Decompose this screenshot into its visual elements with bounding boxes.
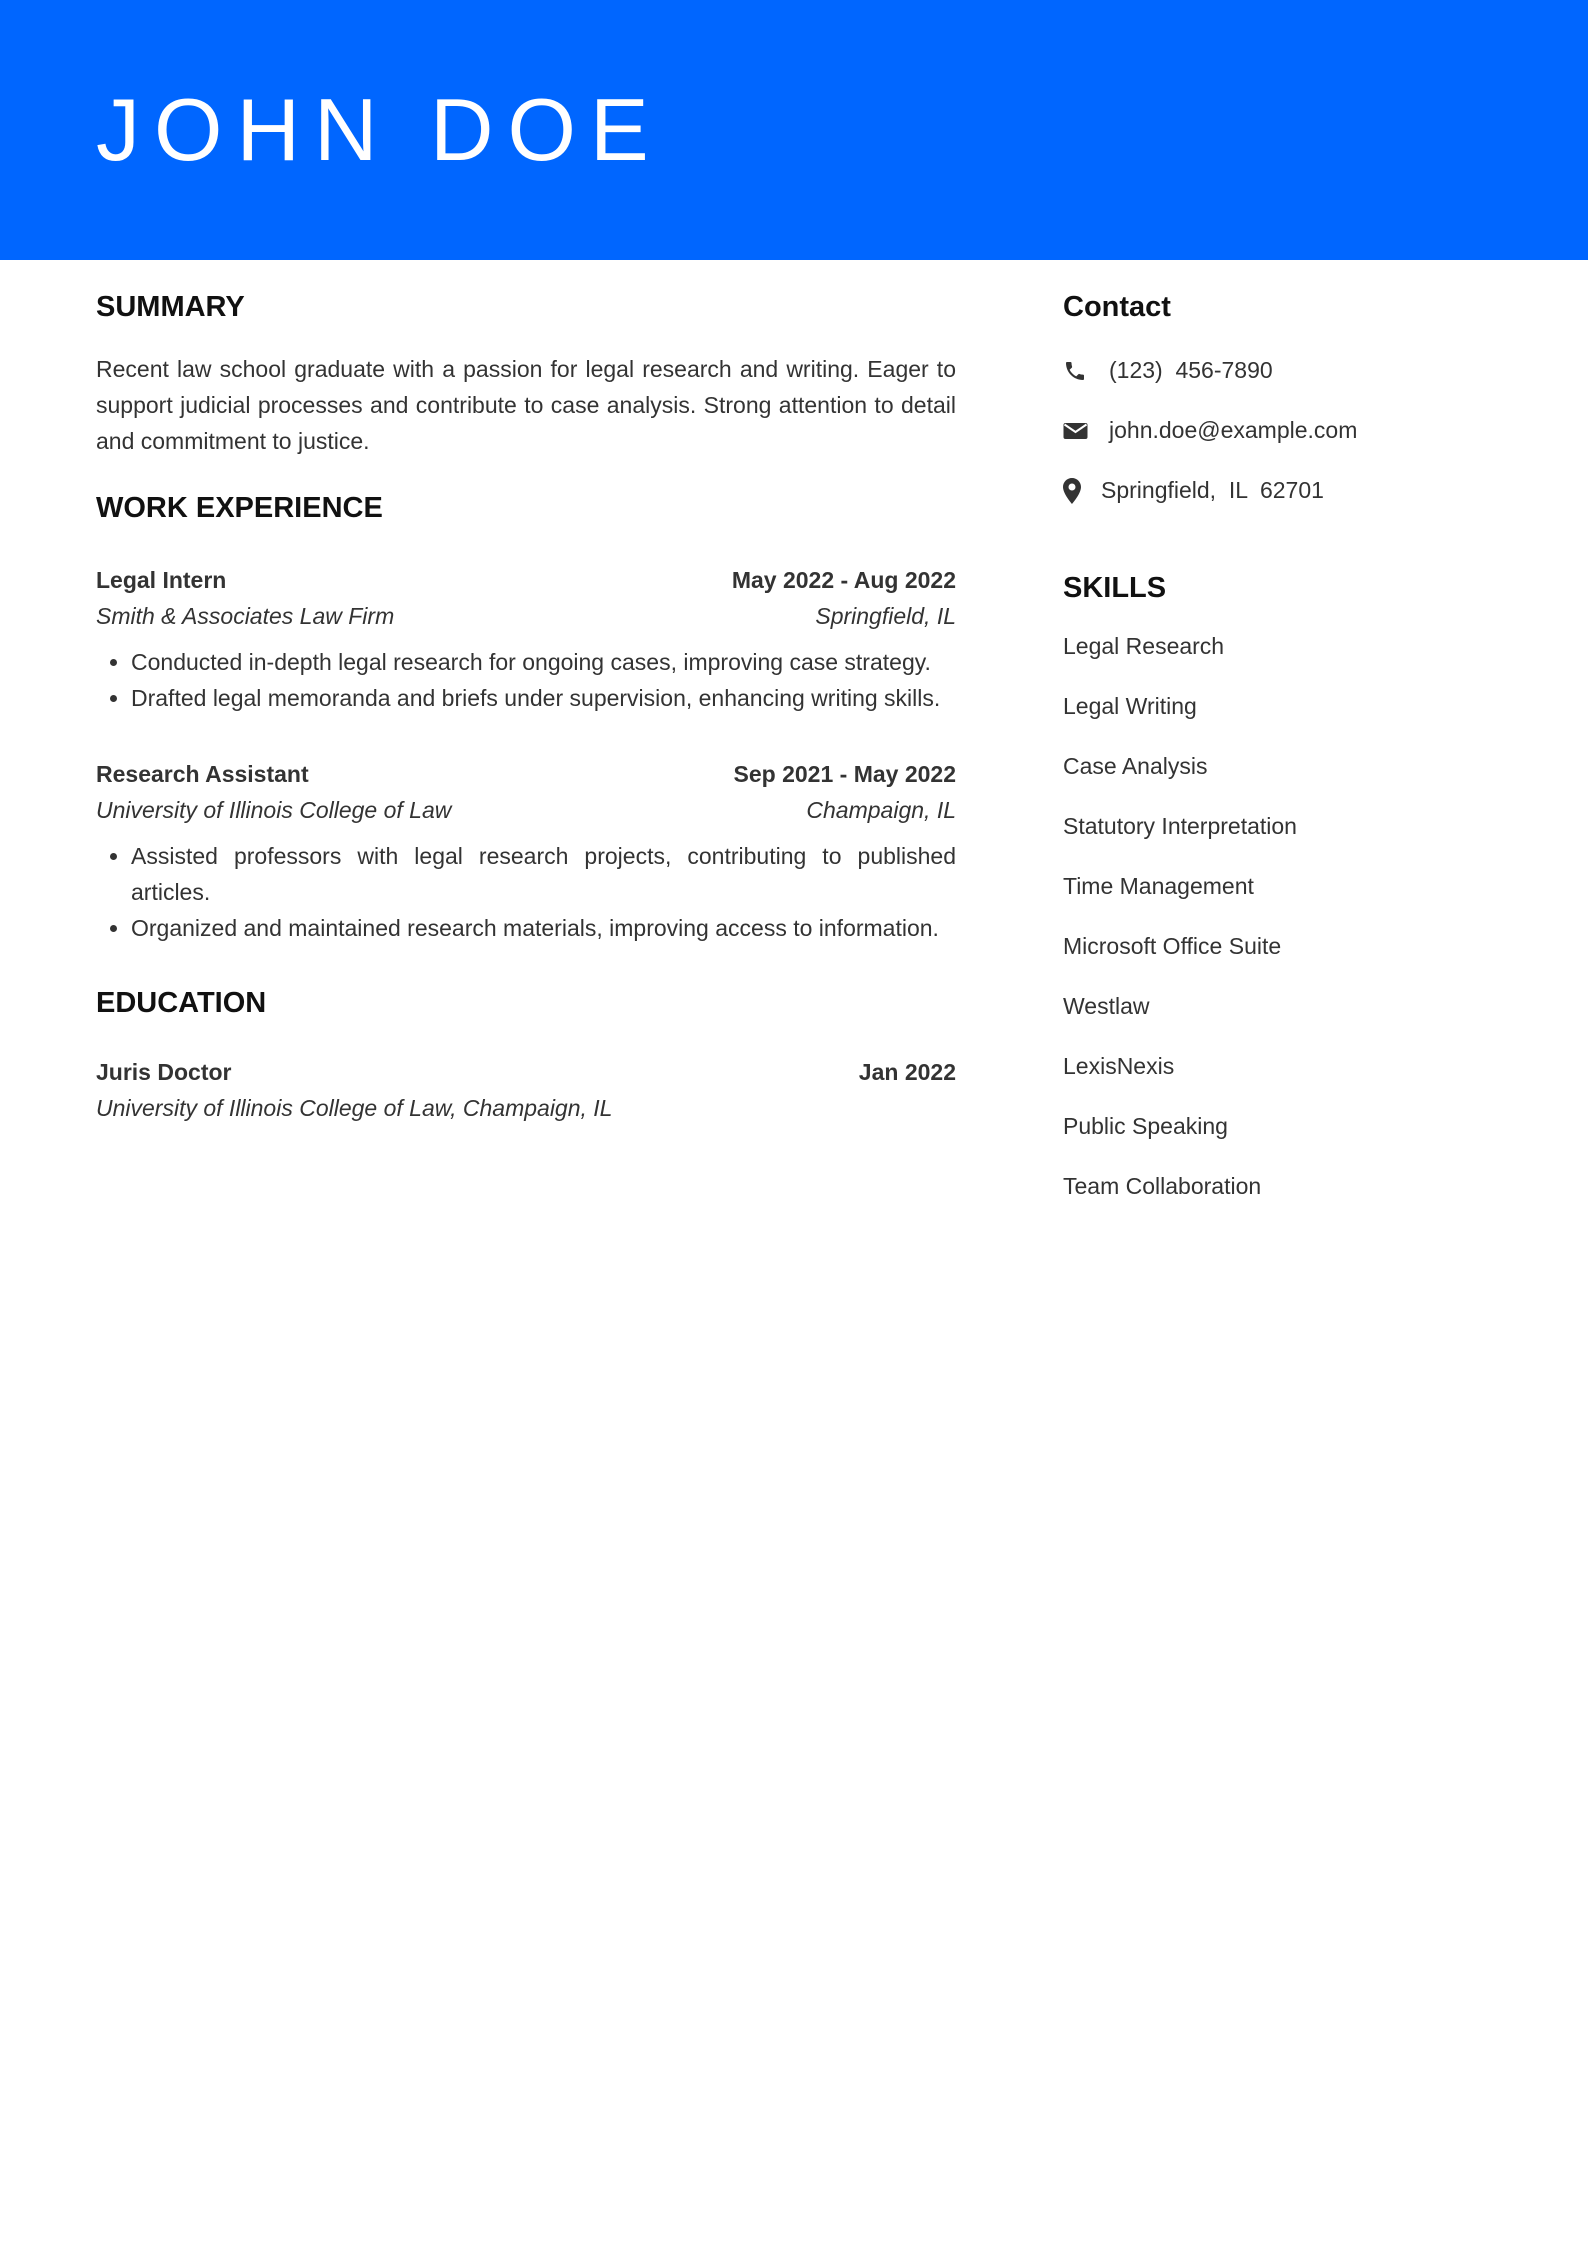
job-bullet: • Assisted professors with legal research projects, contributing to published articles.	[131, 838, 956, 910]
skills-section	[1063, 571, 1493, 1204]
skills-heading: SKILLS	[1063, 571, 1167, 604]
skill-item: Legal Research	[1063, 632, 1225, 659]
degree: Juris Doctor	[96, 1059, 232, 1086]
job-organization: University of Illinois College of Law	[96, 796, 452, 823]
graduation-date: Jan 2022	[858, 1059, 956, 1086]
skill-item: Time Management	[1063, 872, 1254, 899]
header-banner	[0, 0, 1588, 260]
skill-item: Legal Writing	[1063, 692, 1197, 719]
candidate-name: JOHN DOE	[96, 80, 663, 179]
job-dates: Sep 2021 - May 2022	[733, 760, 956, 787]
summary-section	[96, 290, 956, 459]
job-role: Legal Intern	[96, 566, 227, 593]
main-column	[96, 290, 956, 1126]
contact-email	[1063, 413, 1493, 449]
job-bullets	[96, 644, 956, 716]
job-role: Research Assistant	[96, 760, 309, 787]
skill-item: Case Analysis	[1063, 752, 1208, 779]
job-bullet: • Conducted in-depth legal research for ongoing cases, improving case strategy.	[131, 644, 956, 680]
job-entry	[96, 756, 956, 946]
phone-icon	[1063, 359, 1089, 383]
skill-item: Team Collaboration	[1063, 1172, 1262, 1199]
job-location: Springfield, IL	[815, 602, 956, 629]
contact-section	[1063, 290, 1493, 509]
sidebar-column	[1063, 290, 1493, 1228]
job-location: Champaign, IL	[806, 796, 956, 823]
education-heading: EDUCATION	[96, 986, 267, 1019]
summary-text: Recent law school graduate with a passion for legal research and writing. Eager to support judicial processes and contribute to case analysis. Strong attention to detail and commitment to justice.	[96, 355, 956, 454]
envelope-icon	[1063, 421, 1089, 441]
job-organization: Smith & Associates Law Firm	[96, 602, 395, 629]
job-bullets	[96, 838, 956, 946]
phone-number[interactable]: (123) 456-7890	[1109, 357, 1273, 384]
education-section	[96, 986, 956, 1127]
job-bullet: • Organized and maintained research materials, improving access to information.	[131, 910, 956, 946]
school: University of Illinois College of Law, Champaign, IL	[96, 1095, 613, 1122]
contact-phone	[1063, 353, 1493, 389]
skill-item: Statutory Interpretation	[1063, 812, 1297, 839]
email-address[interactable]: john.doe@example.com	[1109, 417, 1358, 444]
summary-heading: SUMMARY	[96, 291, 245, 323]
contact-heading: Contact	[1063, 291, 1171, 323]
work-experience-heading: WORK EXPERIENCE	[96, 491, 383, 524]
job-entry	[96, 562, 956, 716]
contact-list	[1063, 353, 1493, 509]
skill-item: Microsoft Office Suite	[1063, 932, 1282, 959]
skills-list	[1063, 628, 1493, 1204]
skill-item: Westlaw	[1063, 992, 1150, 1019]
education-entry	[96, 1054, 956, 1126]
map-pin-icon	[1063, 478, 1085, 504]
skill-item: LexisNexis	[1063, 1052, 1175, 1079]
job-dates: May 2022 - Aug 2022	[731, 566, 956, 593]
job-bullet: • Drafted legal memoranda and briefs under supervision, enhancing writing skills.	[131, 680, 956, 716]
work-experience-section	[96, 491, 956, 946]
contact-location	[1063, 473, 1493, 509]
location-text: Springfield, IL 62701	[1101, 477, 1324, 504]
skill-item: Public Speaking	[1063, 1112, 1228, 1139]
